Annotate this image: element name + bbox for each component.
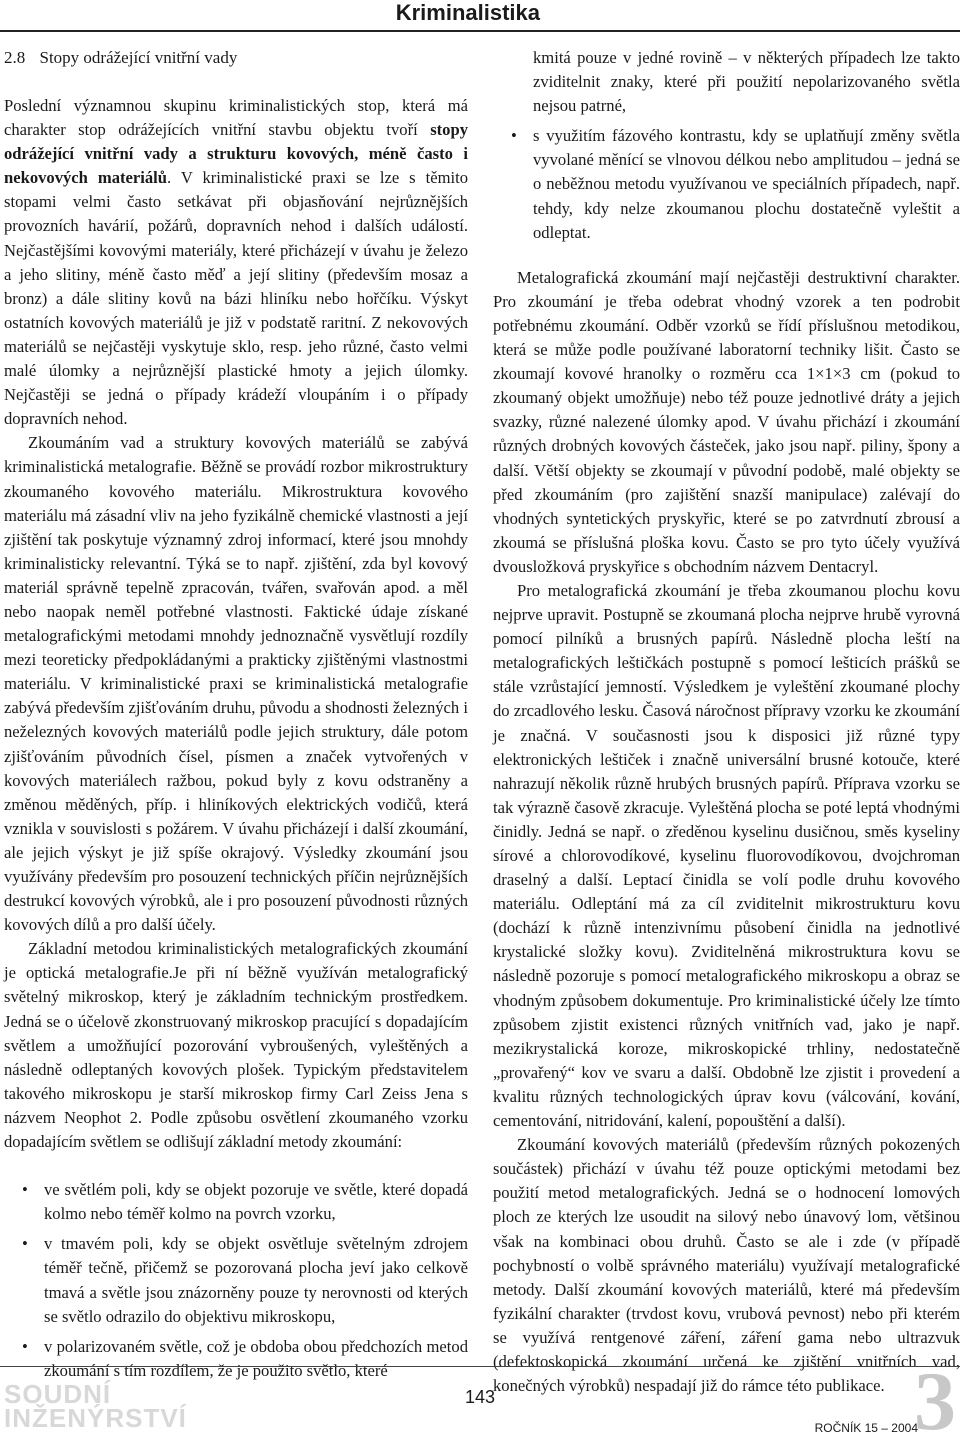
list-item: • v polarizovaném světle, což je obdoba obou předchozích metod zkoumání s tím rozdílem, že je použito světlo, které xyxy=(22,1336,468,1380)
header-rule xyxy=(0,30,960,32)
journal-section-title: Kriminalistika xyxy=(395,0,540,25)
paragraph-text: Poslední významnou skupinu kriminalistických stop, která má charakter stop odrážejících vnitřní stavbu objektu tvoří xyxy=(4,96,468,140)
paragraph: Zkoumáním vad a struktury kovových materiálů se zabývá kriminalistická metalografie. Běžně se provádí rozbor mikrostruktury zkoumaného kovového materiálu. Mikrostruktura kovového materiálu má zásadní vliv na jeho fyzikálně chemické vlastnosti a její zjištění tak poskytuje významný zdroj informací, které jsou mnohdy kriminalisticky relevantní. Týká se to např. zjištění, zda byl kovový materiál správně tepelně zpracován, tvářen, svařován apod. a měl nebo naopak neměl potřebné vlastnosti. Faktické údaje získané metalografickými metodami mnohdy jednoznačně vysvětlují rozdíly mezi teoreticky předpokládanými a prakticky zjištěnými vlastnostmi materiálu. V kriminalistické praxi se kriminalistická metalografie zabývá především zjišťováním druhu, původu a shodnosti železných i neželezných kovových materiálů podle jejich struktury, dále potom zjišťováním původních čísel, písmen a značek vytvořených v kovových materiálech ražbou, pokud byly z kovu odstraněny a změnou měděných, příp. i hliníkových elektrických vodičů, která vznikla v souvislosti s požárem. V úvahu přicházejí i další zkoumání, ale jejich výskyt je již spíše okrajový. Výsledky zkoumání jsou využívány především pro posouzení technických příčin nejrůznějších destrukcí kovových výrobků, ale i pro posouzení původnosti různých kovových dílů a pro další účely. xyxy=(4,433,468,935)
volume-year: ROČNÍK 15 – 2004 xyxy=(814,1421,918,1435)
bullet-icon: • xyxy=(22,1336,28,1356)
list-item-continued: kmitá pouze v jedné rovině – v některých případech lze takto zviditelnit znaky, které při použití nepolarizovaného světla nejsou patrné, xyxy=(533,48,960,116)
page-number: 143 xyxy=(464,1387,496,1407)
journal-logo: SOUDNÍ INŽENÝRSTVÍ xyxy=(4,1379,187,1433)
footer-rule xyxy=(0,1366,960,1367)
section-title: Stopy odrážející vnitřní vady xyxy=(39,48,238,67)
bullet-icon: • xyxy=(22,1234,28,1254)
paragraph: Metalografická zkoumání mají nejčastěji destruktivní charakter. Pro zkoumání je třeba odebrat vhodný vzorek a ten podrobit potřebnému zkoumání. Odběr vzorků se řídí příslušnou metodikou, která se může podle používané laboratorní techniky lišit. Často se zkoumají kovové hranolky o rozměru cca 1×1×3 cm (pokud to zkoumaný objekt umožňuje) nebo též pouze jednotlivé dráty a jejich svazky, různé nalezené úlomky apod. V úvahu přichází i zkoumání různých drobných kovových částeček, jako jsou např. piliny, špony a další. Větší objekty se zkoumají v původní podobě, malé objekty se před zkoumáním (pro zajištění snazší manipulace) zalévají do vhodných syntetických pryskyřic, které se po zatvrdnutí zbrousí a zkoumá se příslušná ploška kovu. Často se pro tyto účely využívá dvousložková pryskyřice s obchodním názvem Dentacryl. xyxy=(493,267,960,576)
left-column xyxy=(4,46,468,1389)
issue-number: 3 xyxy=(914,1355,956,1448)
bold-term: stopy odrážející vnitřní vady a strukturu kovových, méně často i nekovových materiálů xyxy=(4,120,468,188)
list-item: • s využitím fázového kontrastu, kdy se uplatňují změny světla vyvolané měnící se vlnovou délkou nebo amplitudou – jedná se o neběžnou metodu využívanou ve speciálních případech, např. tehdy, kdy nelze zkoumanou plochu dostatečně vyleštit a odleptat. xyxy=(511,126,960,242)
paragraph: Pro metalografická zkoumání je třeba zkoumanou plochu kovu nejprve upravit. Postupně se zkoumaná plocha nejprve hrubě vyrovná pomocí pilníků a brusných papírů. Následně plocha leští na metalografických leštičkách postupně s pomocí lešticích prášků se stále vzrůstající jemností. Výsledkem je vyleštění zkoumané plochy do zrcadlového lesku. Časová náročnost přípravy vzorku ke zkoumání je značná. V současnosti jsou k disposici již různé typy elektronických leštiček i značně universální brusné kotouče, které nahrazují několik různě hrubých brusných papírů. Příprava vzorku se tak výrazně časově zkracuje. Vyleštěná plocha se poté leptá vhodnými činidly. Jedná se např. o zředěnou kyselinu dusičnou, směs kyseliny sírové a chlorovodíkové, kyselinu fluorovodíkovou, dvojchroman draselný a další. Leptací činidla se volí podle druhu kovového materiálu. Odleptání má za cíl zviditelnit mikrostrukturu kovu (dochází k různě intenzivnímu působení činidla na jednotlivé krystalické složky kovu). Zviditelněná mikrostruktura kovu se následně pozoruje s pomocí metalografického mikroskopu a obraz se vhodným způsobem dokumentuje. Pro kriminalistické účely lze tímto způsobem zjistit existenci různých vnitřních vad, jako je např. mezikrystalická koroze, mikroskopické trhliny, nedostatečně „provařený“ kov ve svaru a další. Obdobně lze zjistit i provedení a kvalitu různých technologických úprav kovu (válcování, kování, cementování, nitridování, kalení, popouštění a další). xyxy=(493,580,960,1131)
bullet-icon: • xyxy=(511,126,517,146)
methods-list xyxy=(4,1178,468,1383)
paragraph xyxy=(4,94,468,431)
right-column xyxy=(493,46,960,1398)
list-item: • ve světlém poli, kdy se objekt pozoruje ve světle, které dopadá kolmo nebo téměř kolmo na povrch vzorku, xyxy=(22,1180,468,1224)
list-item: • v tmavém poli, kdy se objekt osvětluje světelným zdrojem téměř tečně, přičemž se pozorovaná plocha jeví jako celkově tmavá a světle jsou znázorněny pouze ty nerovnosti od kterých se světlo odrazilo do objektivu mikroskopu, xyxy=(22,1234,468,1326)
paragraph: Zkoumání kovových materiálů (především různých pokozených součástek) přichází v úvahu též pouze optickými metodami bez použití metod metalografických. Jedná se o hodnocení lomových ploch ze kterých lze usoudit na silový nebo únavový lom, většinou však na kombinaci obou druhů. Často se ale i zde (v případě pochybností o volbě správného materiálu) využívají metalografické metody. Další zkoumání kovových materiálů, které má především fyzikální charakter (trvdost kovu, vrubová pevnost) nebo při kterém se využívá rentgenové záření, záření gama nebo ultrazvuk (defektoskopická zkoumání určená ke zjištění vnitřních vad, konečných výrobků) nespadají již do rámce této publikace. xyxy=(493,1135,960,1396)
section-heading xyxy=(4,46,468,70)
page-header xyxy=(0,0,960,32)
section-number: 2.8 xyxy=(4,48,26,67)
paragraph: Základní metodou kriminalistických metalografických zkoumání je optická metalografie.Je při ní běžně využíván metalografický světelný mikroskop, který je základním technickým prostředkem. Jedná se o účelově zkonstruovaný mikroskop pracující s dopadajícím světlem a umožňující pozorování vybroušených, vyleštěných a následně odleptaných kovových plošek. Typickým představitelem takového mikroskopu je starší mikroskop firmy Carl Zeiss Jena s názvem Neophot 2. Podle způsobu osvětlení zkoumaného vzorku dopadajícím světlem se odlišují základní metody zkoumání: xyxy=(4,939,468,1152)
bullet-icon: • xyxy=(22,1180,28,1200)
paragraph-text: . V kriminalistické praxi se lze s těmito stopami velmi často setkávat při objasňování nejrůznějších provozních havárií, požárů, dopravních nehod i dalších událostí. Nejčastějšími kovovými materiály, které přicházejí v úvahu je železo a jeho slitiny, méně často měď a její slitiny (především mosaz a bronz) a dále slitiny kovů na bázi hliníku nebo hořčíku. Výskyt ostatních kovových materiálů je již v podstatě raritní. Z nekovových materiálů se nejčastěji vyskytuje sklo, resp. jeho různé, často velmi malé úlomky a nejrůznější plastické hmoty a jejich úlomky. Nejčastěji se jedná o případy krádeží vloupáním i o případy dopravních nehod. xyxy=(4,168,468,429)
spacer xyxy=(493,251,960,266)
methods-list-continued xyxy=(493,46,960,245)
